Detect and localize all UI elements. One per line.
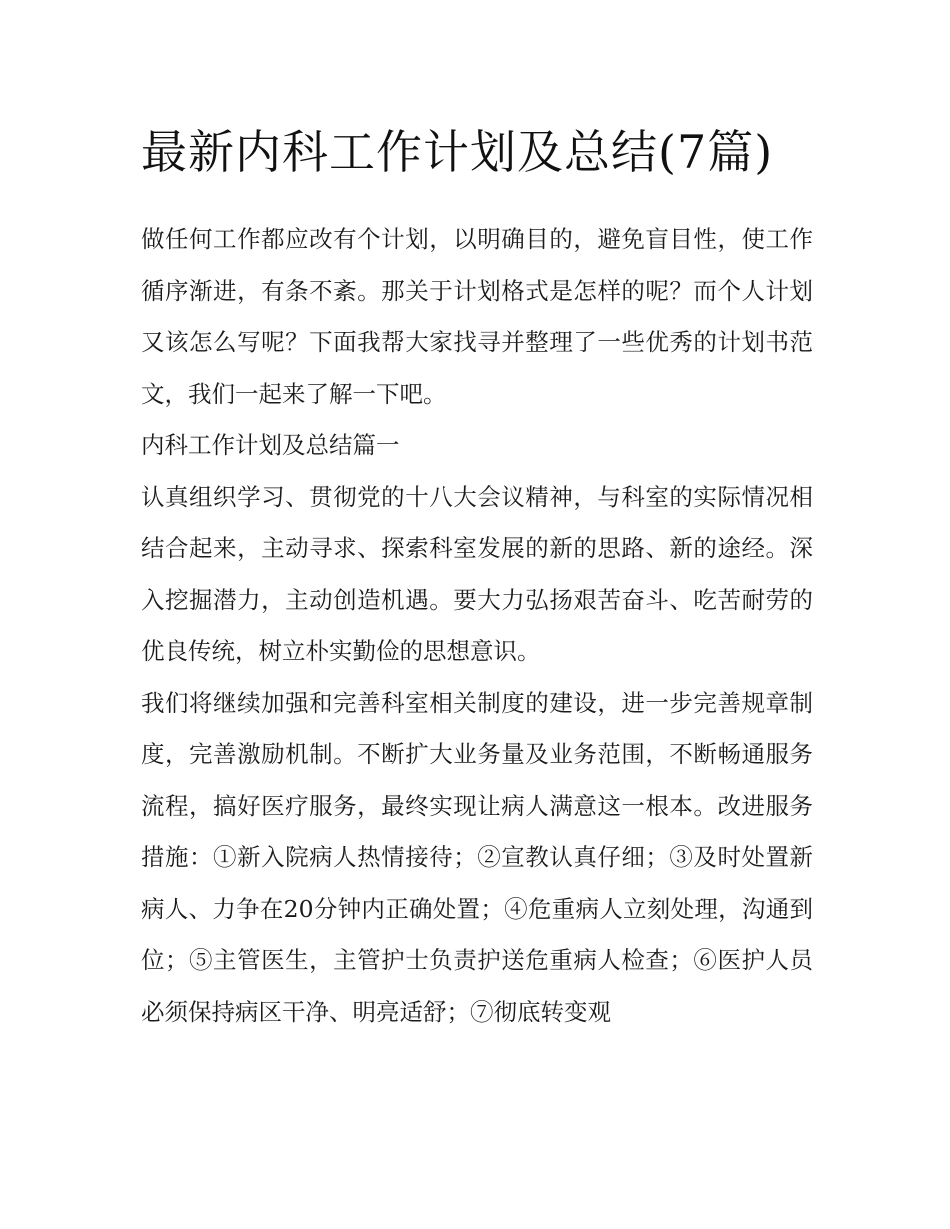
section-heading: 内科工作计划及总结篇一 (141, 431, 400, 459)
document-page (141, 112, 813, 1038)
body-paragraph-2: 我们将继续加强和完善科室相关制度的建设，进一步完善规章制度，完善激励机制。不断扩大业务量及业务范围，不断畅通服务流程，搞好医疗服务，最终实现让病人满意这一根本。改进服务措施：①新入院病人热情接待；②宣教认真仔细；③及时处置新病人、力争在20分钟内正确处置；④危重病人立刻处理，沟通到位；⑤主管医生，主管护士负责护送危重病人检查；⑥医护人员必须保持病区干净、明亮适舒；⑦彻底转变观 (141, 688, 813, 1026)
document-body (141, 214, 813, 1038)
document-title: 最新内科工作计划及总结(7篇) (141, 125, 774, 179)
body-paragraph-1: 认真组织学习、贯彻党的十八大会议精神，与科室的实际情况相结合起来，主动寻求、探索科室发展的新的思路、新的途经。深入挖掘潜力，主动创造机遇。要大力弘扬艰苦奋斗、吃苦耐劳的优良传统，树立朴实勤俭的思想意识。 (141, 482, 813, 665)
intro-paragraph: 做任何工作都应改有个计划，以明确目的，避免盲目性，使工作循序渐进，有条不紊。那关于计划格式是怎样的呢？而个人计划又该怎么写呢？下面我帮大家找寻并整理了一些优秀的计划书范文，我们一起来了解一下吧。 (141, 225, 813, 408)
